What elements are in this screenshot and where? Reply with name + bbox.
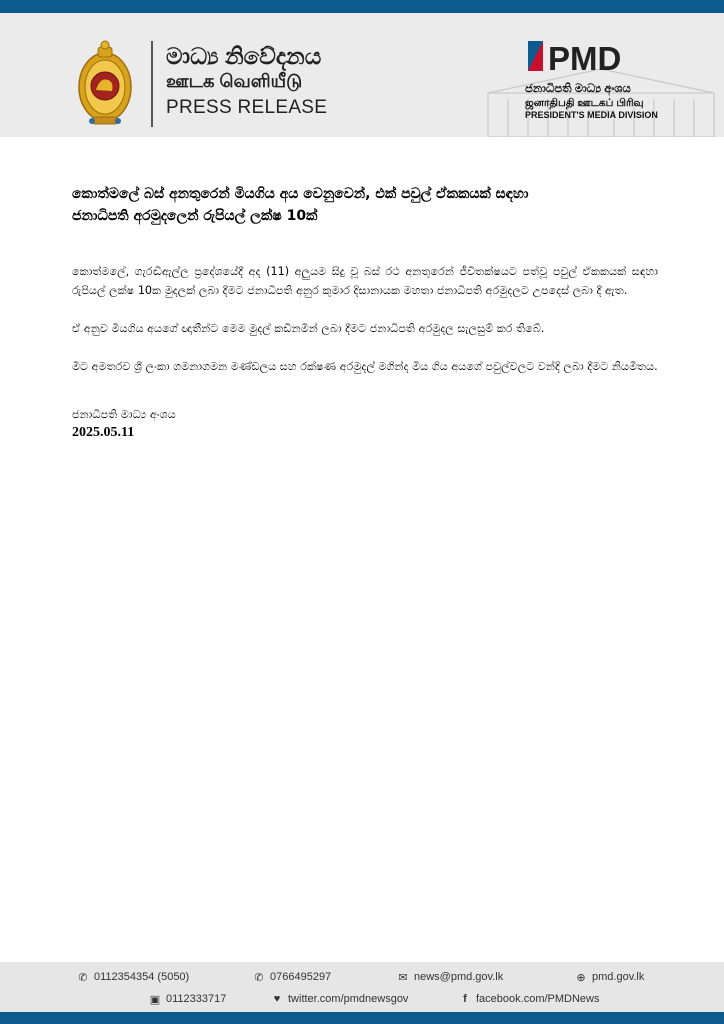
division-sinhala: ජනාධිපති මාධ්‍ය අංශය (525, 83, 631, 95)
title-sinhala: මාධ්‍ය නිවේදනය (166, 43, 322, 69)
national-emblem-icon (76, 37, 134, 129)
facebook-icon: f (463, 993, 467, 1005)
twitter-link[interactable] (270, 993, 408, 1005)
title-tamil: ஊடக வெளியீடு (166, 71, 303, 91)
division-english: PRESIDENT'S MEDIA DIVISION (525, 110, 658, 120)
website-link[interactable] (574, 971, 644, 983)
pmd-logo (528, 37, 648, 77)
top-accent-stripe (0, 0, 724, 13)
facebook-page: facebook.com/PMDNews (476, 993, 600, 1005)
release-date: 2025.05.11 (72, 425, 135, 440)
mobile-contact[interactable] (252, 971, 331, 983)
title-english: PRESS RELEASE (166, 97, 328, 118)
email-contact[interactable] (396, 971, 503, 983)
phone-number-2: 0766495297 (270, 971, 332, 983)
fax-number: 0112333717 (166, 993, 227, 1005)
letterhead (0, 13, 724, 137)
pmd-logo-text: PMD (548, 40, 622, 77)
bottom-accent-stripe (0, 1012, 724, 1024)
headline-line-1: කොත්මලේ බස් අනතුරෙන් මියගිය අය වෙනුවෙන්, එක් පවුල් ඒකකයක් සඳහා (72, 186, 529, 202)
email-address: news@pmd.gov.lk (414, 971, 504, 983)
email-icon: ✉ (398, 971, 408, 984)
phone-number-1: 0112354354 (5050) (94, 971, 190, 983)
phone-contact[interactable] (76, 971, 189, 983)
globe-icon: ⊕ (576, 971, 586, 984)
header-divider (151, 41, 153, 127)
twitter-handle: twitter.com/pmdnewsgov (288, 993, 409, 1005)
headline-line-2: ජනාධිපති අරමුදලෙන් රුපියල් ලක්ෂ 10ක් (72, 208, 318, 224)
phone-icon: ✆ (78, 971, 88, 984)
headline (72, 183, 658, 227)
website-url: pmd.gov.lk (592, 971, 645, 983)
paragraph-3: මීට අමතරව ශ්‍රී ලංකා ගමනාගමන මණ්ඩලය සහ රක්ෂණ අරමුදල් මගින්ද මිය ගිය අයගේ පවුල්වලට වන්දි ලබා දීමට නියමිතය. (72, 360, 658, 373)
fax-icon: ▣ (149, 993, 161, 1006)
division-tamil: ஜனாதிபதி ஊடகப் பிரிவு (525, 97, 644, 109)
paragraph-2: ඒ අනුව මියගිය අයගේ ඥාතීන්ට මෙම මුදල් කඩිනමින් ලබා දීමට ජනාධිපති අරමුදල සැලසුම් කර තිබේ. (72, 322, 545, 335)
contact-footer (0, 962, 724, 1012)
mobile-phone-icon: ✆ (254, 971, 264, 984)
facebook-link[interactable] (458, 993, 600, 1005)
paragraph-1: කොත්මලේ, ගැරඬිඇල්ල ප්‍රදේශයේදී අද (11) අලුයම සිදු වූ බස් රථ අනතුරෙන් ජීවිතක්ෂයට පත්වූ පවුල් ඒකකයක් සඳහා රුපියල් ලක්ෂ 10ක මුදලක් ලබා දීමට ජනාධිපති අනුර කුමාර දිසානායක මහතා ජනාධිපති අරමුදලට උපදෙස් ලබා දී ඇත. (72, 265, 658, 297)
fax-contact[interactable] (148, 993, 226, 1005)
press-release-body (72, 183, 658, 442)
twitter-icon: ♥ (273, 993, 281, 1005)
signature-label: ජනාධිපති මාධ්‍ය අංශය (72, 408, 176, 421)
